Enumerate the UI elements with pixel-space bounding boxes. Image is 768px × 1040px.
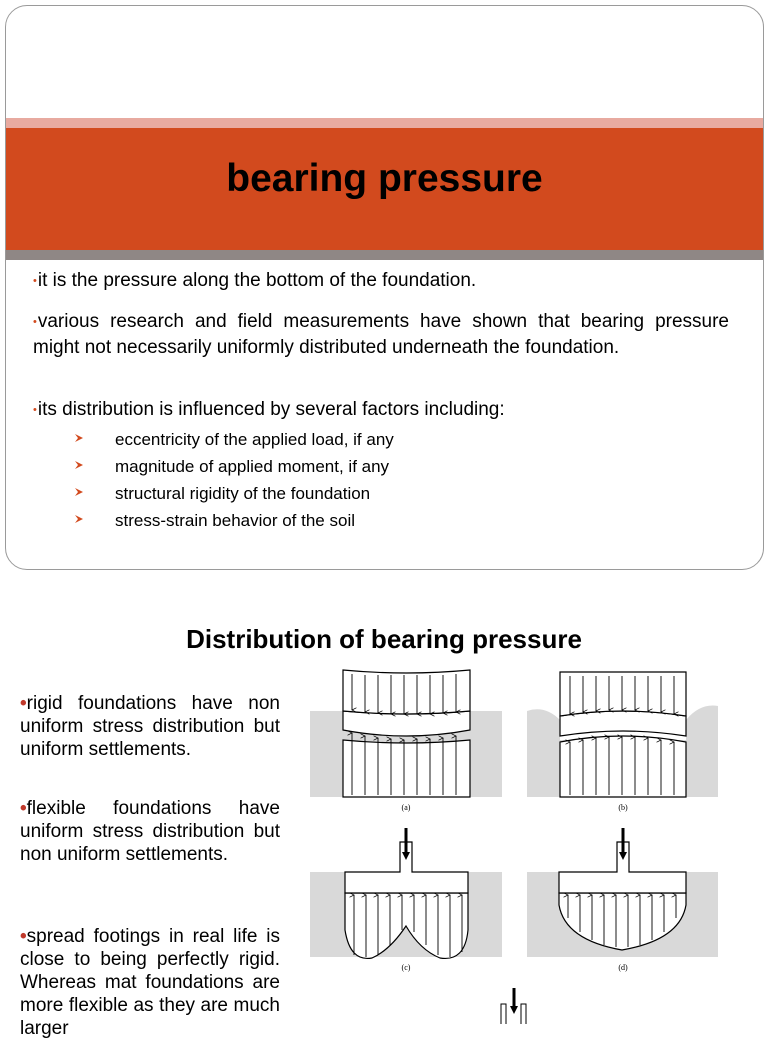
- paragraph-rigid: •rigid foundations have non uniform stress distribution but uniform settlements.: [20, 693, 280, 760]
- bullet-dot: •: [33, 316, 37, 328]
- slide-1-title: bearing pressure: [226, 157, 543, 200]
- panel-c: [310, 828, 502, 972]
- panel-c-label: (c): [401, 963, 411, 972]
- panel-d: [527, 828, 718, 972]
- panel-a-label: (a): [401, 803, 411, 812]
- bullet-dot: •: [33, 404, 37, 416]
- panel-b: [527, 672, 718, 812]
- bullet-1: •it is the pressure along the bottom of the foundation.: [33, 270, 477, 291]
- paragraph-spread-footings: •spread footings in real life is close to being perfectly rigid. Whereas mat foundations are more flexible as they are much larger: [20, 926, 280, 1039]
- slide-2-title: Distribution of bearing pressure: [186, 624, 582, 654]
- bullet-dot: •: [20, 798, 27, 819]
- bullet-3: •its distribution is influenced by several factors including:: [33, 399, 505, 420]
- bullet-dot: •: [20, 693, 27, 714]
- bullet-2: •various research and field measurements have shown that bearing pressure might not necessarily uniformly distributed underneath the foundation.: [33, 311, 729, 358]
- bullet-dot: •: [20, 926, 27, 947]
- panel-b-label: (b): [618, 803, 628, 812]
- panel-a: [310, 670, 502, 812]
- panel-e-partial: [501, 988, 526, 1024]
- panel-d-label: (d): [618, 963, 628, 972]
- slide-1: bearing pressure •it is the pressure along the bottom of the foundation. •various research and field measurements have shown that bearing pressure might not necessarily uniformly distributed underneath the foundation. •its distribution is influenced by several factors including: eccentricity of the applied load, if any magnitude of applied moment, if any structural rigidity of the foundation stress-strain behavior of the soil: [5, 5, 764, 570]
- bullet-dot: •: [33, 275, 37, 287]
- paragraph-flexible: •flexible foundations have uniform stress distribution but non uniform settlements.: [20, 798, 280, 865]
